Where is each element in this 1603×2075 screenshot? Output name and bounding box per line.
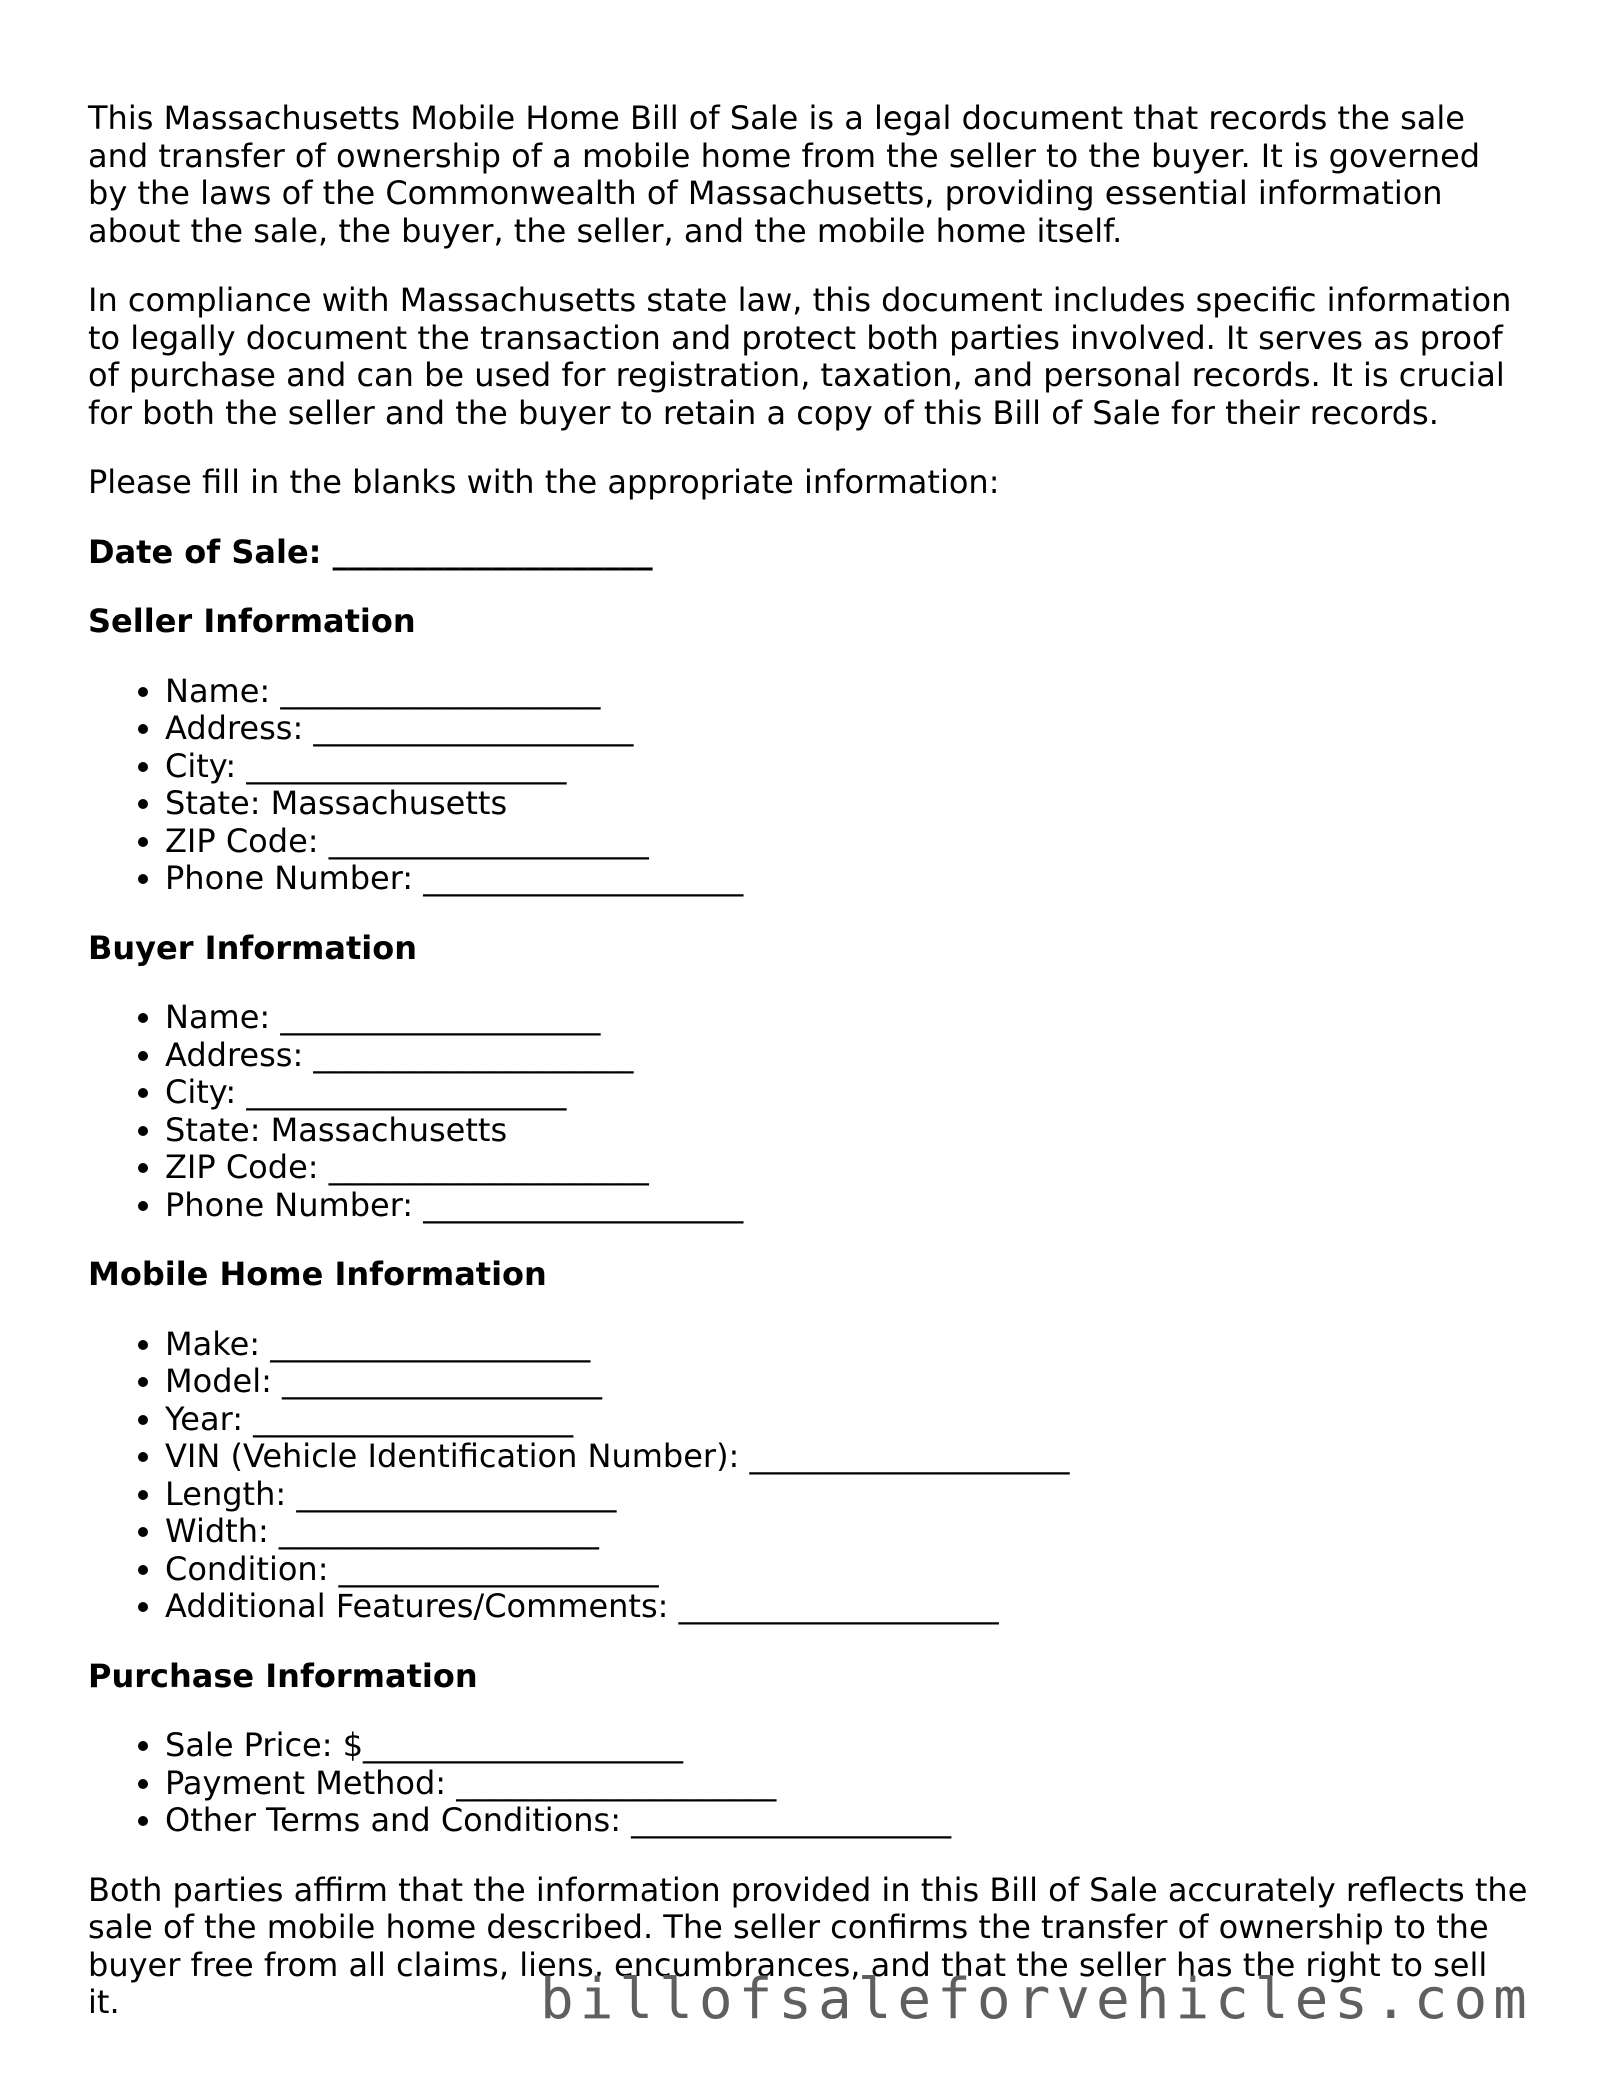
- seller-zip-field: • ZIP Code: ____________________: [165, 823, 1528, 861]
- seller-city-field: • City: ____________________: [165, 748, 1528, 786]
- buyer-address-field: • Address: ____________________: [165, 1037, 1528, 1075]
- width-field: • Width: ____________________: [165, 1513, 1528, 1551]
- payment-method-field: • Payment Method: ____________________: [165, 1765, 1528, 1803]
- purchase-heading: Purchase Information: [88, 1656, 478, 1695]
- closing-paragraph: Both parties affirm that the information provided in this Bill of Sale accurately reflects the sale of the mobile home described. The seller confirms the transfer of ownership to the buyer free from all claims, liens, encumbrances, and that the seller has the right to sell it.: [88, 1870, 1528, 2021]
- buyer-list: [88, 999, 1528, 1224]
- seller-heading: Seller Information: [88, 602, 416, 640]
- other-terms-field: • Other Terms and Conditions: ____________________: [165, 1802, 1528, 1840]
- length-field: • Length: ____________________: [165, 1476, 1528, 1514]
- seller-list: [88, 673, 1528, 898]
- seller-address-field: • Address: ____________________: [165, 710, 1528, 748]
- seller-state-field: • State: Massachusetts: [165, 785, 1528, 823]
- buyer-name-field: • Name: ____________________: [165, 999, 1528, 1037]
- additional-features-field: • Additional Features/Comments: ____________________: [165, 1588, 1528, 1626]
- year-field: • Year: ____________________: [165, 1401, 1528, 1439]
- instruction-text: Please fill in the blanks with the appropriate information:: [88, 463, 1000, 501]
- buyer-heading: Buyer Information: [88, 928, 417, 967]
- buyer-city-field: • City: ____________________: [165, 1074, 1528, 1112]
- sale-price-field: • Sale Price: $____________________: [165, 1727, 1528, 1765]
- document-body: [88, 100, 1528, 2054]
- make-field: • Make: ____________________: [165, 1326, 1528, 1364]
- buyer-zip-field: • ZIP Code: ____________________: [165, 1149, 1528, 1187]
- condition-field: • Condition: ____________________: [165, 1551, 1528, 1589]
- intro-paragraph: This Massachusetts Mobile Home Bill of Sale is a legal document that records the sale and transfer of ownership of a mobile home from the seller to the buyer. It is governed by the laws of the Commonwealth of Massachusetts, providing essential information about the sale, the buyer, the seller, and the mobile home itself.: [88, 99, 1481, 250]
- seller-phone-field: • Phone Number: ____________________: [165, 860, 1528, 898]
- date-of-sale-field: Date of Sale: ____________________: [88, 532, 653, 571]
- buyer-state-field: • State: Massachusetts: [165, 1112, 1528, 1150]
- model-field: • Model: ____________________: [165, 1363, 1528, 1401]
- mobile-home-heading: Mobile Home Information: [88, 1255, 547, 1293]
- site-watermark: billofsaleforvehicles.com: [540, 1967, 1533, 2032]
- buyer-phone-field: • Phone Number: ____________________: [165, 1187, 1528, 1225]
- purchase-list: [88, 1727, 1528, 1840]
- seller-name-field: • Name: ____________________: [165, 673, 1528, 711]
- mobile-home-list: [88, 1326, 1528, 1626]
- vin-field: • VIN (Vehicle Identification Number): ____________________: [165, 1438, 1528, 1476]
- compliance-paragraph: In compliance with Massachusetts state law, this document includes specific information to legally document the transaction and protect both parties involved. It serves as proof of purchase and can be used for registration, taxation, and personal records. It is crucial for both the seller and the buyer to retain a copy of this Bill of Sale for their records.: [88, 281, 1512, 432]
